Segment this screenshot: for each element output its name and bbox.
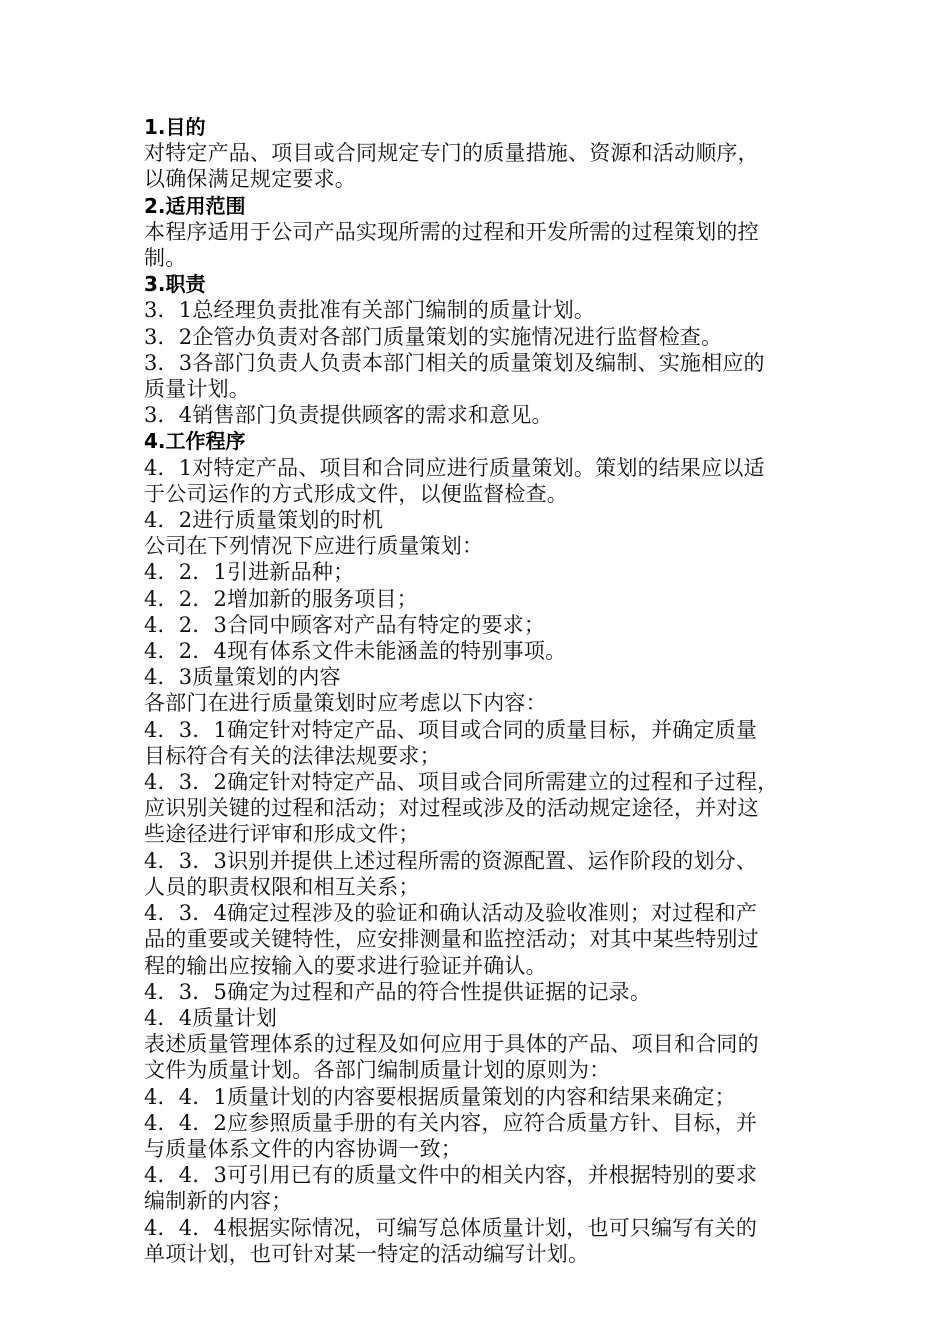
text-line: 4．2．2增加新的服务项目； xyxy=(144,586,418,611)
text-line: 4．2进行质量策划的时机 xyxy=(144,508,384,533)
text-line: 4．4．4根据实际情况，可编写总体质量计划，也可只编写有关的 xyxy=(144,1215,758,1240)
text-line: 3．4销售部门负责提供顾客的需求和意见。 xyxy=(144,403,553,428)
text-line: 本程序适用于公司产品实现所需的过程和开发所需的过程策划的控 xyxy=(144,219,759,244)
text-line: 4．2．1引进新品种； xyxy=(144,560,355,585)
text-line: 4．4．3可引用已有的质量文件中的相关内容，并根据特别的要求 xyxy=(144,1163,758,1188)
text-line: 对特定产品、项目或合同规定专门的质量措施、资源和活动顺序， xyxy=(144,141,759,166)
text-line: 4．1对特定产品、项目和合同应进行质量策划。策划的结果应以适 xyxy=(144,455,765,480)
text-line: 质量计划。 xyxy=(144,377,250,402)
text-line: 3．3各部门负责人负责本部门相关的质量策划及编制、实施相应的 xyxy=(144,350,765,375)
text-line: 公司在下列情况下应进行质量策划： xyxy=(144,534,484,559)
text-line: 以确保满足规定要求。 xyxy=(144,167,356,192)
text-line: 4．4质量计划 xyxy=(144,1005,278,1030)
section-heading: 3.职责 xyxy=(144,272,206,297)
text-line: 于公司运作的方式形成文件，以便监督检查。 xyxy=(144,481,568,506)
text-line: 3．2企管办负责对各部门质量策划的实施情况进行监督检查。 xyxy=(144,324,723,349)
section-heading: 2.适用范围 xyxy=(144,193,246,218)
text-line: 些途径进行评审和形成文件； xyxy=(144,822,420,847)
text-line: 与质量体系文件的内容协调一致； xyxy=(144,1136,462,1161)
text-line: 目标符合有关的法律法规要求； xyxy=(144,743,441,768)
text-line: 4．2．3合同中顾客对产品有特定的要求； xyxy=(144,612,546,637)
text-line: 单项计划，也可针对某一特定的活动编写计划。 xyxy=(144,1241,590,1266)
text-line: 人员的职责权限和相互关系； xyxy=(144,874,420,899)
text-line: 4．3质量策划的内容 xyxy=(144,665,341,690)
text-line: 应识别关键的过程和活动；对过程或涉及的活动规定途径，并对这 xyxy=(144,796,759,821)
text-line: 4．3．4确定过程涉及的验证和确认活动及验收准则；对过程和产 xyxy=(144,901,758,926)
text-line: 品的重要或关键特性，应安排测量和监控活动；对其中某些特别过 xyxy=(144,927,759,952)
text-line: 各部门在进行质量策划时应考虑以下内容： xyxy=(144,691,547,716)
section-heading: 4.工作程序 xyxy=(144,429,246,454)
text-line: 4．3．5确定为过程和产品的符合性提供证据的记录。 xyxy=(144,979,652,1004)
text-line: 编制新的内容； xyxy=(144,1189,293,1214)
section-heading: 1.目的 xyxy=(144,115,206,139)
text-line: 制。 xyxy=(144,246,187,271)
text-line: 3．1总经理负责批准有关部门编制的质量计划。 xyxy=(144,298,596,323)
text-line: 程的输出应按输入的要求进行验证并确认。 xyxy=(144,953,547,978)
text-line: 4．3．2确定针对特定产品、项目或合同所需建立的过程和子过程， xyxy=(144,770,779,795)
document-body xyxy=(144,114,814,1267)
text-line: 4．4．2应参照质量手册的有关内容，应符合质量方针、目标，并 xyxy=(144,1110,758,1135)
text-line: 4．4．1质量计划的内容要根据质量策划的内容和结果来确定； xyxy=(144,1084,736,1109)
text-line: 4．2．4现有体系文件未能涵盖的特别事项。 xyxy=(144,639,567,664)
text-line: 4．3．1确定针对特定产品、项目或合同的质量目标，并确定质量 xyxy=(144,717,758,742)
text-line: 表述质量管理体系的过程及如何应用于具体的产品、项目和合同的 xyxy=(144,1032,759,1057)
text-line: 文件为质量计划。各部门编制质量计划的原则为： xyxy=(144,1058,611,1083)
text-line: 4．3．3识别并提供上述过程所需的资源配置、运作阶段的划分、 xyxy=(144,848,758,873)
